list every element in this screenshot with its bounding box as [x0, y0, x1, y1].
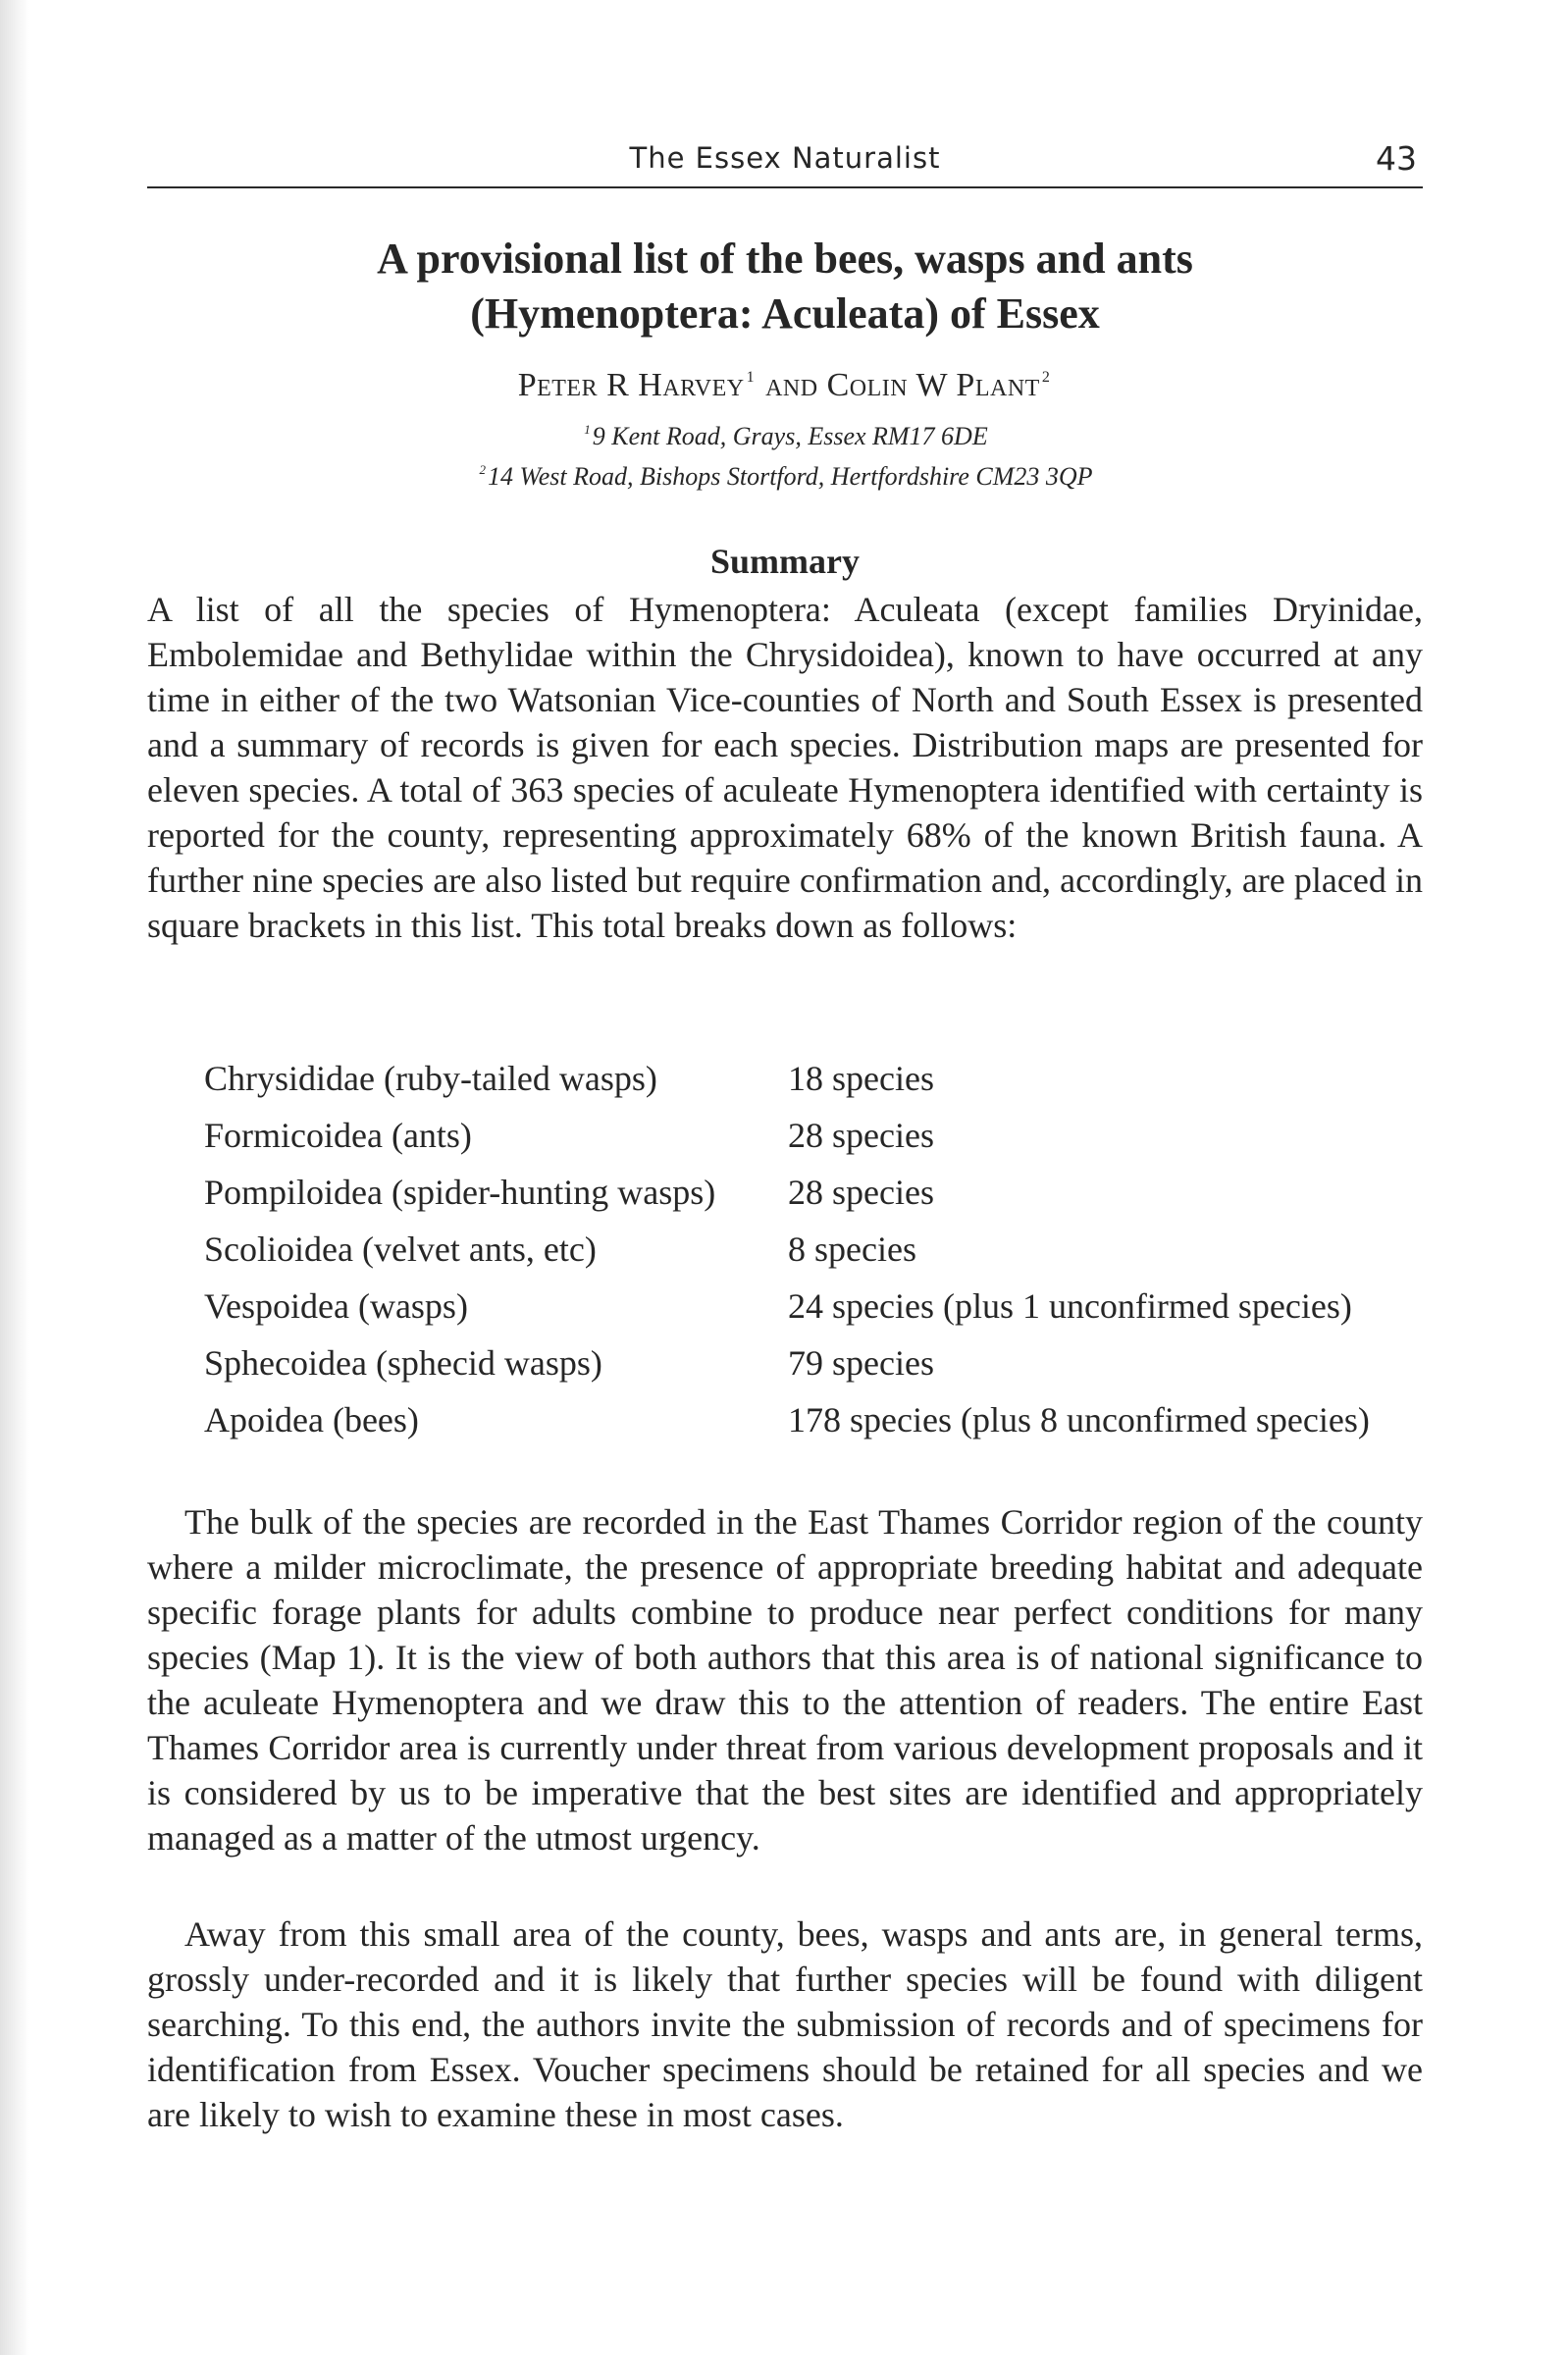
breakdown-count: 24 species (plus 1 unconfirmed species) — [788, 1286, 1352, 1326]
summary-heading: Summary — [710, 542, 860, 581]
breakdown-row — [204, 1050, 1431, 1107]
page-edge-shadow — [0, 0, 29, 2355]
breakdown-count: 8 species — [788, 1230, 916, 1269]
body-paragraph-2: Away from this small area of the county, bees, wasps and ants are, in general terms, grossly under-recorded and it is likely that further species will be found with diligent searching. To this end, the authors invite the submission of records and of specimens for identification from Essex. Voucher specimens should be retained for all species and we are likely to wish to examine these in most cases. — [147, 1914, 1423, 2134]
address-1-text: 9 Kent Road, Grays, Essex RM17 6DE — [592, 422, 988, 450]
running-header — [147, 137, 1423, 188]
and-word: and — [765, 367, 818, 403]
author-line — [147, 367, 1423, 404]
breakdown-count: 18 species — [788, 1059, 934, 1098]
author-1-mark: 1 — [746, 369, 756, 386]
title-line-1: A provisional list of the bees, wasps and ants — [377, 235, 1193, 283]
author-1: Peter R Harvey — [517, 367, 745, 403]
address-2-mark: 2 — [479, 462, 486, 477]
address-1-mark: 1 — [584, 422, 591, 437]
breakdown-count: 28 species — [788, 1173, 934, 1212]
breakdown-group: Chrysididae (ruby-tailed wasps) — [204, 1059, 657, 1098]
species-breakdown-list — [204, 1050, 1431, 1448]
breakdown-row — [204, 1164, 1431, 1221]
title-line-2: (Hymenoptera: Aculeata) of Essex — [470, 289, 1100, 338]
breakdown-group: Apoidea (bees) — [204, 1400, 419, 1439]
author-2: Colin W Plant — [826, 367, 1040, 403]
breakdown-group: Sphecoidea (sphecid wasps) — [204, 1343, 602, 1383]
breakdown-count: 28 species — [788, 1116, 934, 1155]
breakdown-count: 79 species — [788, 1343, 934, 1383]
address-2 — [147, 462, 1423, 492]
breakdown-count: 178 species (plus 8 unconfirmed species) — [788, 1400, 1370, 1439]
author-2-mark: 2 — [1041, 369, 1051, 386]
journal-name: The Essex Naturalist — [629, 141, 941, 175]
breakdown-row — [204, 1278, 1431, 1334]
page-number: 43 — [1376, 139, 1417, 178]
breakdown-row — [204, 1221, 1431, 1278]
breakdown-row — [204, 1391, 1431, 1448]
address-2-text: 14 West Road, Bishops Stortford, Hertfordshire CM23 3QP — [487, 462, 1093, 491]
breakdown-row — [204, 1334, 1431, 1391]
breakdown-row — [204, 1107, 1431, 1164]
breakdown-group: Scolioidea (velvet ants, etc) — [204, 1230, 597, 1269]
article-title — [147, 232, 1423, 341]
breakdown-group: Formicoidea (ants) — [204, 1116, 472, 1155]
address-1 — [147, 422, 1423, 451]
breakdown-group: Vespoidea (wasps) — [204, 1286, 468, 1326]
breakdown-group: Pompiloidea (spider-hunting wasps) — [204, 1173, 716, 1212]
summary-paragraph: A list of all the species of Hymenoptera: Aculeata (except families Dryinidae, Embolemidae and Bethylidae within the Chrysidoidea), known to have occurred at any time in either of the two Watsonian Vice-counties of North and South Essex is presented and a summary of records is given for each species. Distribution maps are presented for eleven species. A total of 363 species of aculeate Hymenoptera identified with certainty is reported for the county, representing approximately 68% of the known British fauna. A further nine species are also listed but require confirmation and, accordingly, are placed in square brackets in this list. This total breaks down as follows: — [147, 590, 1423, 945]
body-paragraph-1: The bulk of the species are recorded in the East Thames Corridor region of the county where a milder microclimate, the presence of appropriate breeding habitat and adequate specific forage plants for adults combine to produce near perfect conditions for many species (Map 1). It is the view of both authors that this area is of national significance to the aculeate Hymenoptera and we draw this to the attention of readers. The entire East Thames Corridor area is currently under threat from various development proposals and it is considered by us to be imperative that the best sites are identified and appropriately managed as a matter of the utmost urgency. — [147, 1502, 1423, 1858]
